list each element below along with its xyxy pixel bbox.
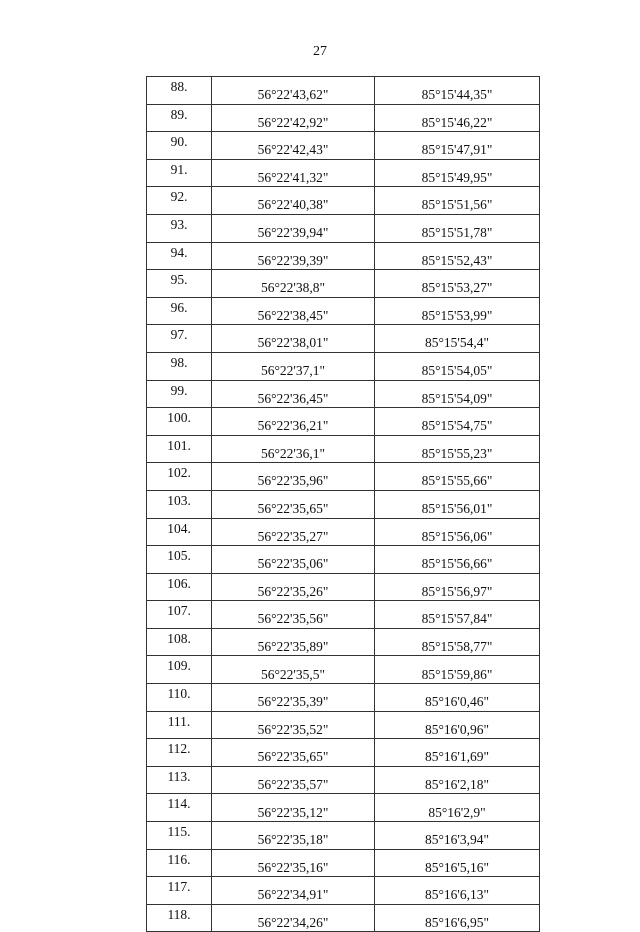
latitude-cell: 56°22'34,26": [212, 904, 375, 932]
latitude-cell: 56°22'36,21": [212, 408, 375, 436]
table-row: [147, 877, 540, 905]
latitude-cell: 56°22'43,62": [212, 77, 375, 105]
table-row: [147, 132, 540, 160]
latitude-cell: 56°22'35,27": [212, 518, 375, 546]
longitude-cell: 85°16'3,94": [375, 822, 540, 850]
point-number-cell: 114.: [147, 794, 212, 822]
longitude-cell: 85°16'0,46": [375, 684, 540, 712]
point-number-cell: 92.: [147, 187, 212, 215]
point-number-cell: 91.: [147, 159, 212, 187]
longitude-cell: 85°15'52,43": [375, 242, 540, 270]
longitude-cell: 85°16'2,9": [375, 794, 540, 822]
table-row: [147, 490, 540, 518]
longitude-cell: 85°15'59,86": [375, 656, 540, 684]
latitude-cell: 56°22'35,39": [212, 684, 375, 712]
latitude-cell: 56°22'35,56": [212, 601, 375, 629]
point-number-cell: 99.: [147, 380, 212, 408]
point-number-cell: 93.: [147, 214, 212, 242]
page-number: 27: [313, 44, 327, 59]
point-number-cell: 106.: [147, 573, 212, 601]
table-row: [147, 435, 540, 463]
table-row: [147, 684, 540, 712]
table-row: [147, 849, 540, 877]
table-row: [147, 601, 540, 629]
point-number-cell: 96.: [147, 297, 212, 325]
longitude-cell: 85°16'5,16": [375, 849, 540, 877]
latitude-cell: 56°22'38,8": [212, 270, 375, 298]
table-row: [147, 214, 540, 242]
point-number-cell: 97.: [147, 325, 212, 353]
point-number-cell: 110.: [147, 684, 212, 712]
point-number-cell: 90.: [147, 132, 212, 160]
latitude-cell: 56°22'39,94": [212, 214, 375, 242]
latitude-cell: 56°22'35,89": [212, 628, 375, 656]
longitude-cell: 85°15'56,97": [375, 573, 540, 601]
table-row: [147, 463, 540, 491]
point-number-cell: 88.: [147, 77, 212, 105]
point-number-cell: 100.: [147, 408, 212, 436]
latitude-cell: 56°22'35,65": [212, 739, 375, 767]
longitude-cell: 85°15'51,78": [375, 214, 540, 242]
table-row: [147, 628, 540, 656]
latitude-cell: 56°22'35,96": [212, 463, 375, 491]
point-number-cell: 116.: [147, 849, 212, 877]
point-number-cell: 115.: [147, 822, 212, 850]
table-row: [147, 518, 540, 546]
table-row: [147, 904, 540, 932]
longitude-cell: 85°15'56,01": [375, 490, 540, 518]
latitude-cell: 56°22'38,01": [212, 325, 375, 353]
table-row: [147, 656, 540, 684]
latitude-cell: 56°22'35,65": [212, 490, 375, 518]
point-number-cell: 118.: [147, 904, 212, 932]
longitude-cell: 85°15'58,77": [375, 628, 540, 656]
latitude-cell: 56°22'41,32": [212, 159, 375, 187]
latitude-cell: 56°22'36,45": [212, 380, 375, 408]
longitude-cell: 85°16'2,18": [375, 766, 540, 794]
longitude-cell: 85°16'1,69": [375, 739, 540, 767]
table-row: [147, 822, 540, 850]
table-row: [147, 77, 540, 105]
longitude-cell: 85°15'49,95": [375, 159, 540, 187]
table-row: [147, 766, 540, 794]
latitude-cell: 56°22'35,5": [212, 656, 375, 684]
longitude-cell: 85°15'47,91": [375, 132, 540, 160]
point-number-cell: 107.: [147, 601, 212, 629]
longitude-cell: 85°15'54,05": [375, 352, 540, 380]
table-row: [147, 270, 540, 298]
point-number-cell: 109.: [147, 656, 212, 684]
point-number-cell: 94.: [147, 242, 212, 270]
latitude-cell: 56°22'40,38": [212, 187, 375, 215]
longitude-cell: 85°15'53,99": [375, 297, 540, 325]
point-number-cell: 105.: [147, 546, 212, 574]
table-row: [147, 573, 540, 601]
longitude-cell: 85°15'44,35": [375, 77, 540, 105]
latitude-cell: 56°22'35,18": [212, 822, 375, 850]
latitude-cell: 56°22'35,06": [212, 546, 375, 574]
point-number-cell: 111.: [147, 711, 212, 739]
table-row: [147, 408, 540, 436]
table-row: [147, 380, 540, 408]
latitude-cell: 56°22'37,1": [212, 352, 375, 380]
point-number-cell: 112.: [147, 739, 212, 767]
latitude-cell: 56°22'42,43": [212, 132, 375, 160]
point-number-cell: 117.: [147, 877, 212, 905]
point-number-cell: 102.: [147, 463, 212, 491]
longitude-cell: 85°15'56,06": [375, 518, 540, 546]
table-row: [147, 104, 540, 132]
latitude-cell: 56°22'35,12": [212, 794, 375, 822]
latitude-cell: 56°22'42,92": [212, 104, 375, 132]
point-number-cell: 98.: [147, 352, 212, 380]
longitude-cell: 85°15'54,75": [375, 408, 540, 436]
table-row: [147, 159, 540, 187]
coordinates-table: [146, 76, 540, 932]
longitude-cell: 85°15'55,66": [375, 463, 540, 491]
point-number-cell: 103.: [147, 490, 212, 518]
latitude-cell: 56°22'35,52": [212, 711, 375, 739]
longitude-cell: 85°15'54,4": [375, 325, 540, 353]
longitude-cell: 85°16'6,13": [375, 877, 540, 905]
latitude-cell: 56°22'35,26": [212, 573, 375, 601]
table-row: [147, 352, 540, 380]
longitude-cell: 85°15'51,56": [375, 187, 540, 215]
latitude-cell: 56°22'35,57": [212, 766, 375, 794]
longitude-cell: 85°15'56,66": [375, 546, 540, 574]
point-number-cell: 104.: [147, 518, 212, 546]
longitude-cell: 85°15'53,27": [375, 270, 540, 298]
longitude-cell: 85°15'46,22": [375, 104, 540, 132]
point-number-cell: 89.: [147, 104, 212, 132]
point-number-cell: 113.: [147, 766, 212, 794]
coordinates-table-body: [147, 77, 540, 932]
table-row: [147, 242, 540, 270]
latitude-cell: 56°22'39,39": [212, 242, 375, 270]
table-row: [147, 297, 540, 325]
longitude-cell: 85°15'54,09": [375, 380, 540, 408]
point-number-cell: 101.: [147, 435, 212, 463]
longitude-cell: 85°16'6,95": [375, 904, 540, 932]
longitude-cell: 85°16'0,96": [375, 711, 540, 739]
table-row: [147, 711, 540, 739]
longitude-cell: 85°15'55,23": [375, 435, 540, 463]
table-row: [147, 325, 540, 353]
point-number-cell: 95.: [147, 270, 212, 298]
table-row: [147, 187, 540, 215]
table-row: [147, 794, 540, 822]
latitude-cell: 56°22'38,45": [212, 297, 375, 325]
latitude-cell: 56°22'34,91": [212, 877, 375, 905]
latitude-cell: 56°22'36,1": [212, 435, 375, 463]
longitude-cell: 85°15'57,84": [375, 601, 540, 629]
table-row: [147, 739, 540, 767]
table-row: [147, 546, 540, 574]
latitude-cell: 56°22'35,16": [212, 849, 375, 877]
point-number-cell: 108.: [147, 628, 212, 656]
